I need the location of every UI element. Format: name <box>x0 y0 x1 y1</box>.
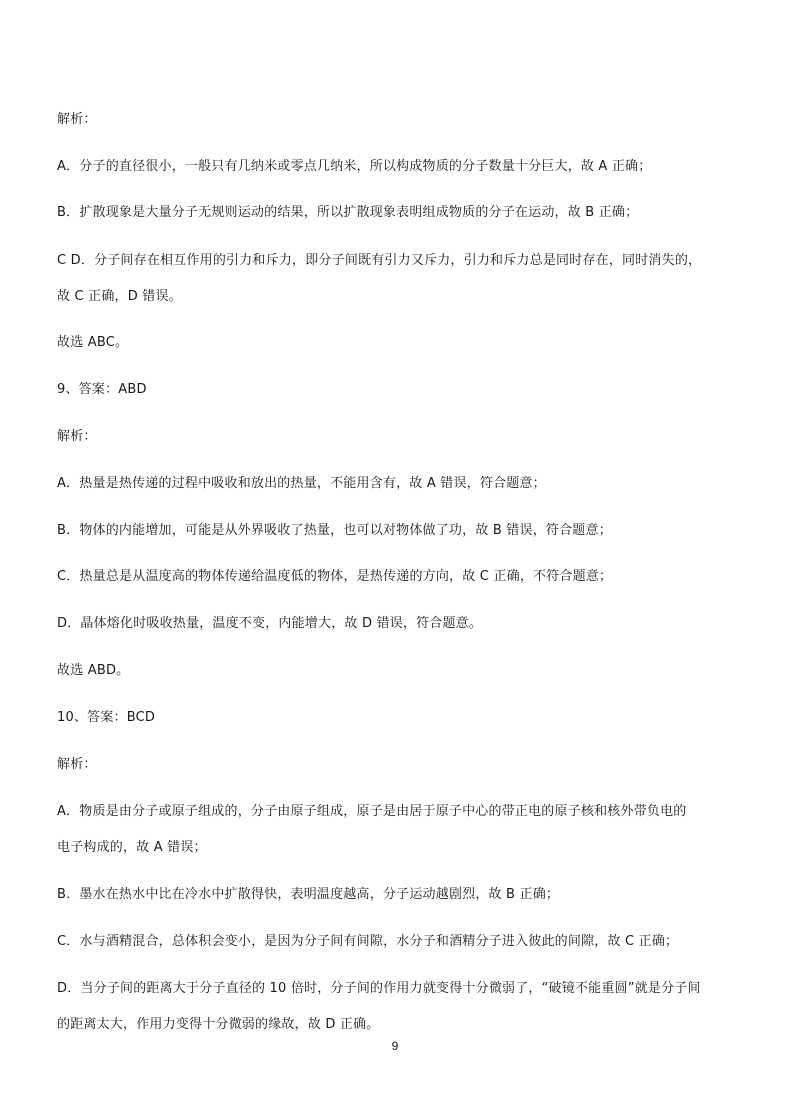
q9-option-d: D．晶体熔化时吸收热量，温度不变，内能增大，故 D 错误，符合题意。 <box>57 616 483 631</box>
analysis-heading-9: 解析： <box>57 429 97 444</box>
q10-option-c: C．水与酒精混合，总体积会变小，是因为分子间有间隙，水分子和酒精分子进入彼此的间隙，故 C 正确； <box>57 934 679 949</box>
q8-option-b: B．扩散现象是大量分子无规则运动的结果，所以扩散现象表明组成物质的分子在运动，故 B 正确； <box>57 205 639 220</box>
q9-option-a: A．热量是热传递的过程中吸收和放出的热量，不能用含有，故 A 错误，符合题意； <box>57 476 546 491</box>
q8-option-a: A．分子的直径很小，一般只有几纳米或零点几纳米，所以构成物质的分子数量十分巨大，故 A 正确； <box>57 159 652 174</box>
q8-option-cd-line1: C D．分子间存在相互作用的引力和斥力，即分子间既有引力又斥力，引力和斥力总是同时存在，同时消失的， <box>57 253 702 268</box>
q10-answer: 10、答案：BCD <box>57 710 156 725</box>
q10-option-d-line2: 的距离太大，作用力变得十分微弱的缘故，故 D 正确。 <box>57 1017 380 1032</box>
q9-conclusion: 故选 ABD。 <box>57 663 130 678</box>
q9-option-b: B．物体的内能增加，可能是从外界吸收了热量，也可以对物体做了功，故 B 错误，符合题意； <box>57 523 612 538</box>
q10-option-a-line2: 电子构成的，故 A 错误； <box>57 840 207 855</box>
q8-conclusion: 故选 ABC。 <box>57 335 129 350</box>
analysis-heading-10: 解析： <box>57 757 97 772</box>
analysis-heading-8: 解析： <box>57 112 97 127</box>
q10-option-d-line1: D．当分子间的距离大于分子直径的 10 倍时，分子间的作用力就变得十分微弱了，“破镜不能重圆”就是分子间 <box>57 981 701 996</box>
q10-option-a-line1: A．物质是由分子或原子组成的，分子由原子组成，原子是由居于原子中心的带正电的原子核和核外带负电的 <box>57 804 687 819</box>
q9-answer: 9、答案：ABD <box>57 382 147 397</box>
page-number: 9 <box>391 1039 399 1053</box>
q10-option-b: B．墨水在热水中比在冷水中扩散得快，表明温度越高，分子运动越剧烈，故 B 正确； <box>57 887 560 902</box>
q9-option-c: C．热量总是从温度高的物体传递给温度低的物体，是热传递的方向，故 C 正确，不符合题意； <box>57 569 613 584</box>
q8-option-cd-line2: 故 C 正确，D 错误。 <box>57 289 182 304</box>
